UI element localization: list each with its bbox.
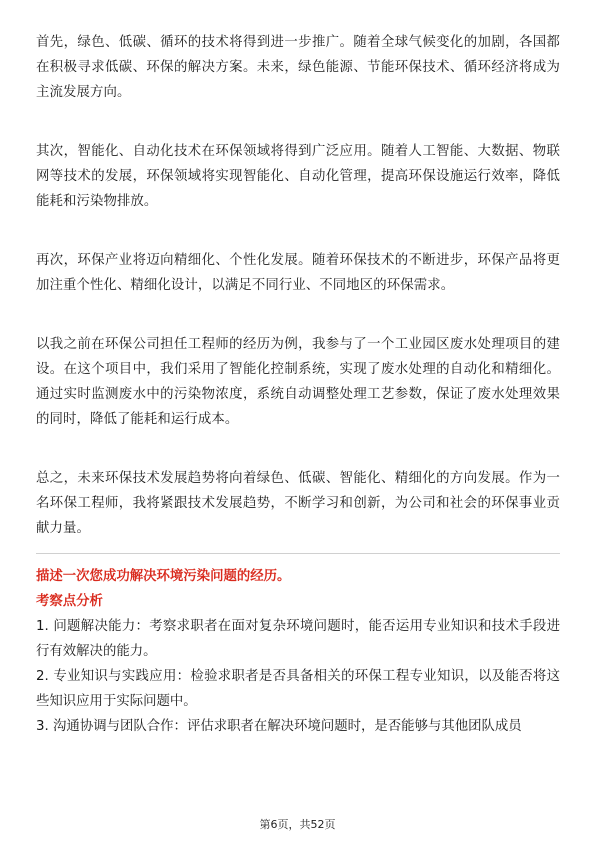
list-item: 3. 沟通协调与团队合作：评估求职者在解决环境问题时，是否能够与其他团队成员	[36, 719, 522, 734]
page-content	[36, 30, 560, 739]
paragraph-experience-example: 以我之前在环保公司担任工程师的经历为例，我参与了一个工业园区废水处理项目的建设。在这个项目中，我们采用了智能化控制系统，实现了废水处理的自动化和精细化。通过实时监测废水中的污染物浓度，系统自动调整处理工艺参数，保证了废水处理效果的同时，降低了能耗和运行成本。	[36, 337, 560, 427]
analysis-points-list	[36, 614, 560, 739]
interview-question: 描述一次您成功解决环境污染问题的经历。	[36, 569, 291, 584]
paragraph-refinement: 再次，环保产业将迈向精细化、个性化发展。随着环保技术的不断进步，环保产品将更加注重个性化、精细化设计，以满足不同行业、不同地区的环保需求。	[36, 253, 560, 293]
list-item: 2. 专业知识与实践应用：检验求职者是否具备相关的环保工程专业知识，以及能否将这些知识应用于实际问题中。	[36, 669, 560, 709]
analysis-heading: 考察点分析	[36, 594, 103, 609]
page-number: 第6页，共52页	[259, 818, 336, 831]
paragraph-intelligent-automation: 其次，智能化、自动化技术在环保领域将得到广泛应用。随着人工智能、大数据、物联网等技术的发展，环保领域将实现智能化、自动化管理，提高环保设施运行效率，降低能耗和污染物排放。	[36, 144, 560, 209]
section-divider	[36, 553, 560, 554]
paragraph-conclusion: 总之，未来环保技术发展趋势将向着绿色、低碳、智能化、精细化的方向发展。作为一名环保工程师，我将紧跟技术发展趋势，不断学习和创新，为公司和社会的环保事业贡献力量。	[36, 471, 560, 536]
paragraph-green-low-carbon: 首先，绿色、低碳、循环的技术将得到进一步推广。随着全球气候变化的加剧，各国都在积极寻求低碳、环保的解决方案。未来，绿色能源、节能环保技术、循环经济将成为主流发展方向。	[36, 35, 560, 100]
list-item: 1. 问题解决能力：考察求职者在面对复杂环境问题时，能否运用专业知识和技术手段进行有效解决的能力。	[36, 619, 560, 659]
